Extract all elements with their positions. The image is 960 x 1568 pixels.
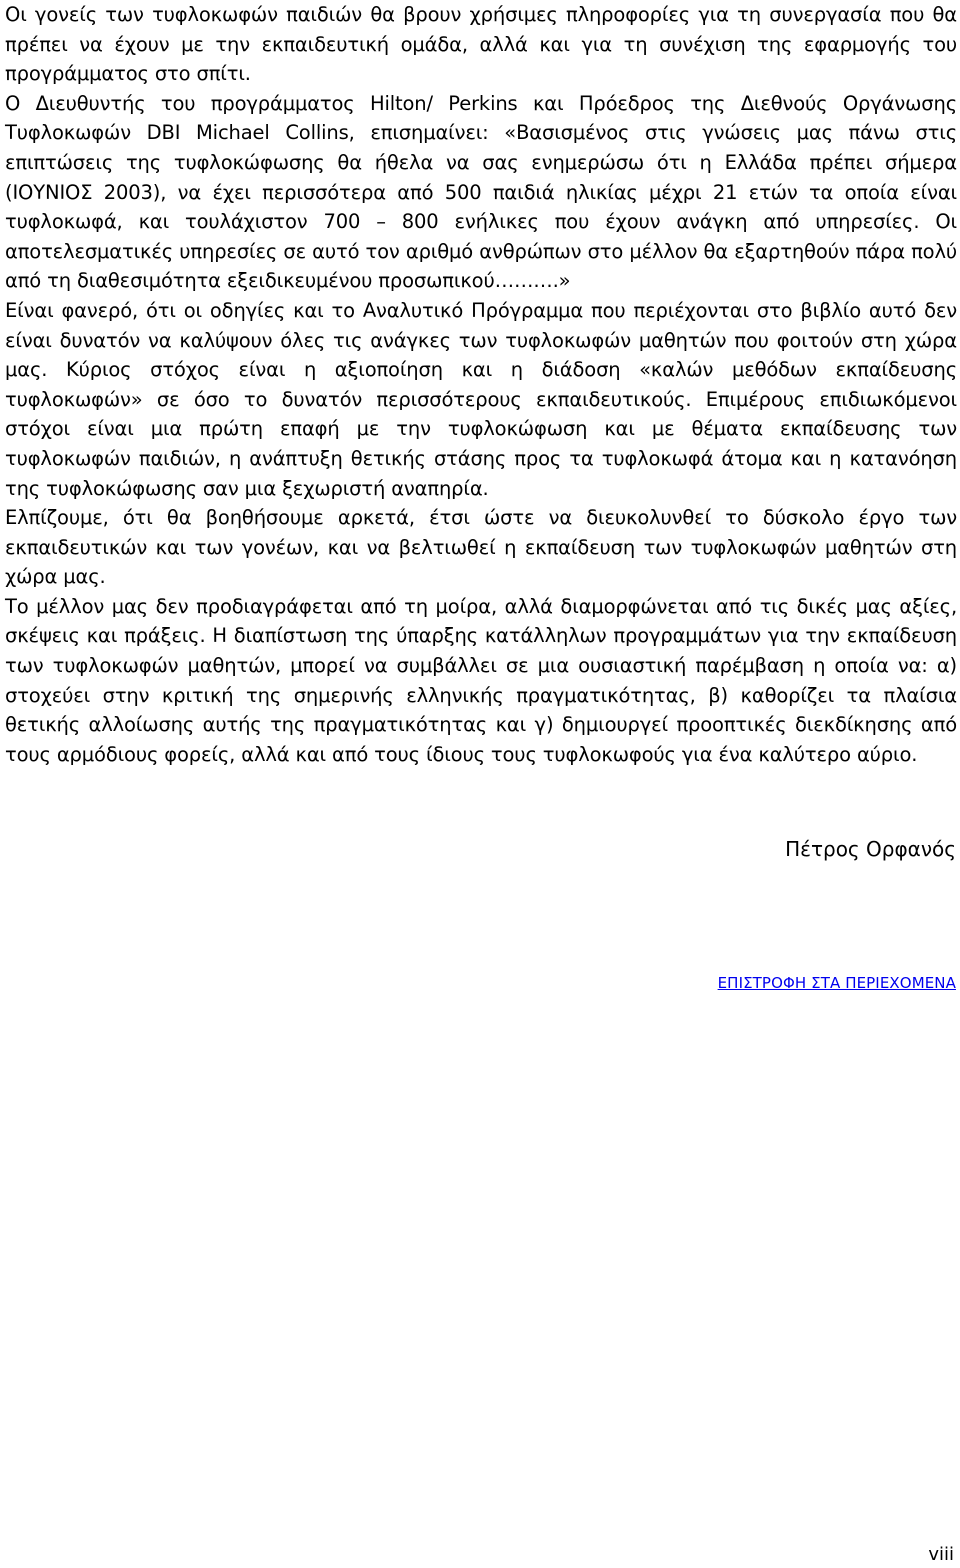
paragraph-parents-info: Οι γονείς των τυφλοκωφών παιδιών θα βρουν χρήσιμες πληροφορίες για τη συνεργασία που θα πρέπει να έχουν με την εκπαιδευτική ομάδα, αλλά και για τη συνέχιση της εφαρμογής του προγράμματος στο σπίτι. <box>5 3 957 86</box>
body-text <box>5 0 957 769</box>
paragraph-hope: Ελπίζουμε, ότι θα βοηθήσουμε αρκετά, έτσι ώστε να διευκολυνθεί το δύσκολο έργο των εκπαιδευτικών και των γονέων, και να βελτιωθεί η εκπαίδευση των τυφλοκωφών μαθητών στη χώρα μας. <box>5 506 957 589</box>
paragraph-future: Το μέλλον μας δεν προδιαγράφεται από τη μοίρα, αλλά διαμορφώνεται από τις δικές μας αξίες, σκέψεις και πράξεις. Η διαπίστωση της ύπαρξης κατάλληλων προγραμμάτων για την εκπαίδευση των τυφλοκωφών μαθητών, μπορεί να συμβάλλει σε μια ουσιαστική παρέμβαση η οποία να: α) στοχεύει στην κριτική της σημερινής ελληνικής πραγματικότητας, β) καθορίζει τα πλαίσια θετικής αλλοίωσης αυτής της πραγματικότητας και γ) δημιουργεί προοπτικές διεκδίκησης από τους αρμόδιους φορείς, αλλά και από τους ίδιους τους τυφλοκωφούς για ένα καλύτερο αύριο. <box>5 594 957 766</box>
paragraph-director-quote: Ο Διευθυντής του προγράμματος Hilton/ Perkins και Πρόεδρος της Διεθνούς Οργάνωσης Τυφλοκωφών DBI Michael Collins, επισημαίνει: «Βασισμένος στις γνώσεις μας πάνω στις επιπτώσεις της τυφλοκώφωσης θα ήθελα να σας ενημερώσω ότι η Ελλάδα πρέπει σήμερα (ΙΟΥΝΙΟΣ 2003), να έχει περισσότερα από 500 παιδιά ηλικίας μέχρι 21 ετών τα οποία είναι τυφλοκωφά, και τουλάχιστον 700 – 800 ενήλικες που έχουν ανάγκη από υπηρεσίες. Οι αποτελεσματικές υπηρεσίες σε αυτό τον αριθμό ανθρώπων στο μέλλον θα εξαρτηθούν πάρα πολύ από τη διαθεσιμότητα εξειδικευμένου προσωπικού……….» <box>5 91 957 293</box>
author-signature: Πέτρος Ορφανός <box>785 837 956 861</box>
paragraph-program-goals: Είναι φανερό, ότι οι οδηγίες και το Αναλυτικό Πρόγραμμα που περιέχονται στο βιβλίο αυτό δεν είναι δυνατόν να καλύψουν όλες τις ανάγκες των τυφλοκωφών μαθητών που φοιτούν στη χώρα μας. Κύριος στόχος είναι η αξιοποίηση και η διάδοση «καλών μεθόδων εκπαίδευσης τυφλοκωφών» σε όσο το δυνατόν περισσότερους εκπαιδευτικούς. Επιμέρους επιδιωκόμενοι στόχοι είναι μια πρώτη επαφή με την τυφλοκώφωση και με θέματα εκπαίδευσης των τυφλοκωφών παιδιών, η ανάπτυξη θετικής στάσης προς τα τυφλοκωφά άτομα και η κατανόηση της τυφλοκώφωσης σαν μια ξεχωριστή αναπηρία. <box>5 298 957 500</box>
page-number: viii <box>928 1544 954 1565</box>
back-to-contents-link[interactable]: ΕΠΙΣΤΡΟΦΗ ΣΤΑ ΠΕΡΙΕΧΟΜΕΝΑ <box>717 974 956 992</box>
